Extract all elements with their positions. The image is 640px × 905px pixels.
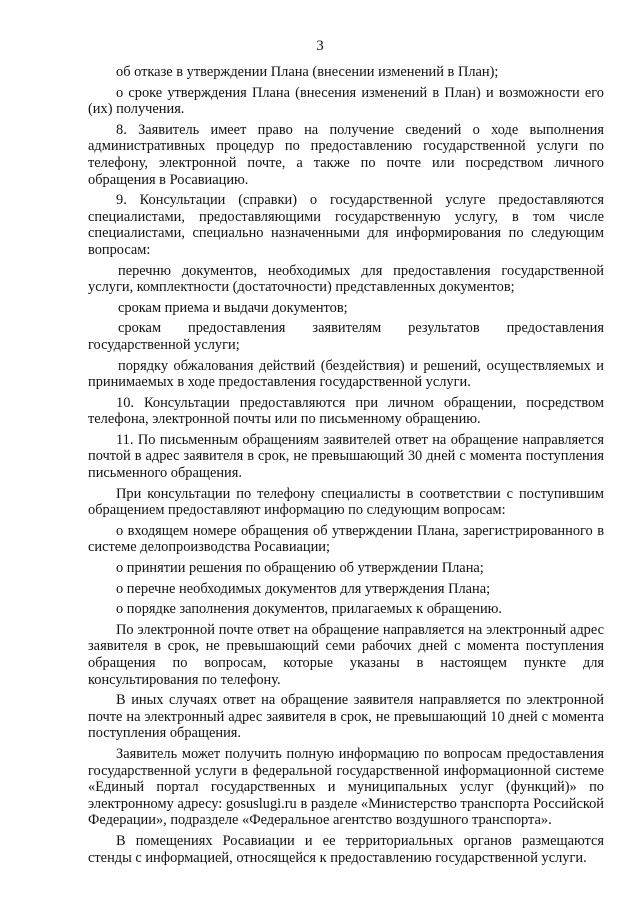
paragraph: об отказе в утверждении Плана (внесении изменений в План);: [116, 64, 499, 80]
page-number: 3: [316, 38, 324, 54]
paragraph: По электронной почте ответ на обращение направляется на электронный адрес заявителя в срок, не превышающий семи рабочих дней с момента поступления обращения по вопросам, которые указаны в настоящем пункте для консультирования по телефону.: [88, 621, 604, 688]
paragraph: Заявитель может получить полную информацию по вопросам предоставления государственной услуги в федеральной государственной информационной системе «Единый портал государственных и муниципальных услуг (функций)» по электронному адресу: gosuslugi.ru в разделе «Министерство транспорта Российской Федерации», подразделе «Федеральное агентство воздушного транспорта».: [88, 745, 604, 829]
paragraph: перечню документов, необходимых для предоставления государственной услуги, комплектности (достаточности) представленных документов;: [88, 262, 604, 296]
document-body: [88, 64, 604, 870]
paragraph: о входящем номере обращения об утверждении Плана, зарегистрированного в системе делопроизводства Росавиации;: [88, 522, 604, 556]
paragraph: 9. Консультации (справки) о государственной услуге предоставляются специалистами, предоставляющими государственную услугу, в том числе специалистами, специально назначенными для информирования по следующим вопросам:: [88, 192, 604, 258]
paragraph: порядку обжалования действий (бездействия) и решений, осуществляемых и принимаемых в ходе предоставления государственной услуги.: [88, 357, 604, 391]
paragraph: 10. Консультации предоставляются при личном обращении, посредством телефона, электронной почты или по письменному обращению.: [88, 394, 604, 428]
paragraph: о принятии решения по обращению об утверждении Плана;: [116, 560, 484, 577]
paragraph: В иных случаях ответ на обращение заявителя направляется по электронной почте на электронный адрес заявителя в срок, не превышающий 10 дней с момента поступления обращения.: [88, 692, 604, 742]
paragraph: В помещениях Росавиации и ее территориальных органов размещаются стенды с информацией, относящейся к предоставлению государственной услуги.: [88, 832, 604, 866]
paragraph: 11. По письменным обращениям заявителей ответ на обращение направляется почтой в адрес заявителя в срок, не превышающий 30 дней с момента поступления письменного обращения.: [88, 431, 604, 482]
paragraph: о сроке утверждения Плана (внесения изменений в План) и возможности его (их) получения.: [88, 84, 604, 118]
paragraph: о порядке заполнения документов, прилагаемых к обращению.: [116, 601, 503, 618]
paragraph: При консультации по телефону специалисты в соответствии с поступившим обращением предоставляют информацию по следующим вопросам:: [88, 485, 604, 519]
paragraph: срокам приема и выдачи документов;: [118, 299, 348, 316]
paragraph: срокам предоставления заявителям результатов предоставления государственной услуги;: [88, 320, 604, 353]
paragraph: о перечне необходимых документов для утверждения Плана;: [116, 580, 491, 597]
paragraph: 8. Заявитель имеет право на получение сведений о ходе выполнения административных процедур по предоставлению государственной услуги по телефону, электронной почте, а также по почте или посредством личного обращения в Росавиацию.: [88, 121, 604, 188]
